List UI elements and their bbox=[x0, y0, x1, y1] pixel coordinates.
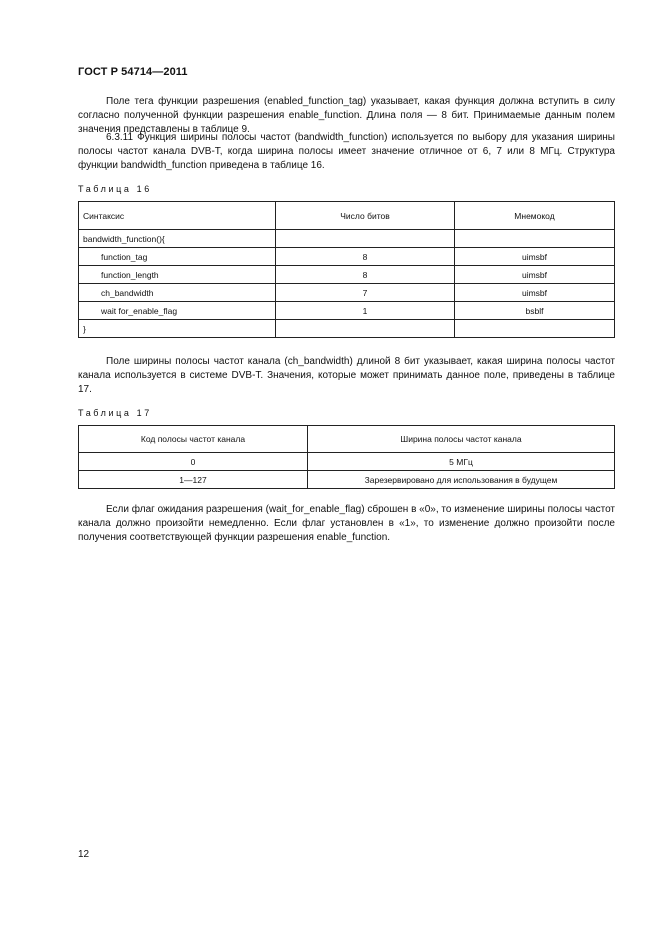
mnemonic-cell: bsblf bbox=[455, 302, 615, 320]
table-17-caption: Таблица 17 bbox=[78, 408, 152, 418]
column-header-code: Код полосы частот канала bbox=[79, 426, 308, 453]
table-row bbox=[79, 230, 615, 248]
paragraph-bandwidth-function bbox=[78, 131, 615, 173]
table-header-row bbox=[79, 426, 615, 453]
mnemonic-cell bbox=[455, 230, 615, 248]
column-header-mnemonic: Мнемокод bbox=[455, 202, 615, 230]
table-header-row bbox=[79, 202, 615, 230]
table-row bbox=[79, 284, 615, 302]
bandwidth-cell: Зарезервировано для использования в будущем bbox=[308, 471, 615, 489]
table-17 bbox=[78, 425, 615, 489]
column-header-bits: Число битов bbox=[276, 202, 455, 230]
paragraph-text: Если флаг ожидания разрешения (wait_for_enable_flag) сброшен в «0», то изменение ширины полосы частот канала должно произойти немедленно. Если флаг установлен в «1», то изменение должно произойти после получения соответствующей функции разрешения enable_function. bbox=[78, 504, 615, 543]
bandwidth-cell: 5 МГц bbox=[308, 453, 615, 471]
code-cell: 0 bbox=[79, 453, 308, 471]
mnemonic-cell bbox=[455, 320, 615, 338]
mnemonic-cell: uimsbf bbox=[455, 248, 615, 266]
bits-cell bbox=[276, 230, 455, 248]
document-header: ГОСТ Р 54714—2011 bbox=[78, 66, 188, 78]
table-row bbox=[79, 471, 615, 489]
bits-cell bbox=[276, 320, 455, 338]
paragraph-wait-for-enable-flag bbox=[78, 503, 615, 545]
table-row bbox=[79, 248, 615, 266]
table-row bbox=[79, 320, 615, 338]
paragraph-ch-bandwidth bbox=[78, 355, 615, 397]
code-cell: 1—127 bbox=[79, 471, 308, 489]
syntax-cell: bandwidth_function(){ bbox=[79, 230, 276, 248]
table-16-caption: Таблица 16 bbox=[78, 184, 152, 194]
paragraph-text: Поле тега функции разрешения (enabled_function_tag) указывает, какая функция должна вступить в силу согласно полученной функции разрешения enable_function. Длина поля — 8 бит. Принимаемые данным полем значения представлены в таблице 9. bbox=[78, 96, 615, 135]
syntax-cell: function_length bbox=[79, 266, 276, 284]
column-header-bandwidth: Ширина полосы частот канала bbox=[308, 426, 615, 453]
bits-cell: 8 bbox=[276, 266, 455, 284]
table-row bbox=[79, 266, 615, 284]
bits-cell: 1 bbox=[276, 302, 455, 320]
mnemonic-cell: uimsbf bbox=[455, 266, 615, 284]
paragraph-text: Поле ширины полосы частот канала (ch_bandwidth) длиной 8 бит указывает, какая ширина полосы частот канала используется в системе DVB-T. Значения, которые может принимать данное поле, приведены в таблице 17. bbox=[78, 356, 615, 395]
table-row bbox=[79, 453, 615, 471]
table-16 bbox=[78, 201, 615, 338]
table-row bbox=[79, 302, 615, 320]
syntax-cell: ch_bandwidth bbox=[79, 284, 276, 302]
page-number: 12 bbox=[78, 849, 90, 860]
syntax-cell: } bbox=[79, 320, 276, 338]
paragraph-text: 6.3.11 Функция ширины полосы частот (bandwidth_function) используется по выбору для указания ширины полосы частот канала DVB-T, когда ширина полосы имеет значение отличное от 6, 7 или 8 МГц. Структура функции bandwidth_function приведена в таблице 16. bbox=[78, 132, 615, 171]
column-header-syntax: Синтаксис bbox=[79, 202, 276, 230]
syntax-cell: wait for_enable_flag bbox=[79, 302, 276, 320]
mnemonic-cell: uimsbf bbox=[455, 284, 615, 302]
bits-cell: 7 bbox=[276, 284, 455, 302]
bits-cell: 8 bbox=[276, 248, 455, 266]
syntax-cell: function_tag bbox=[79, 248, 276, 266]
